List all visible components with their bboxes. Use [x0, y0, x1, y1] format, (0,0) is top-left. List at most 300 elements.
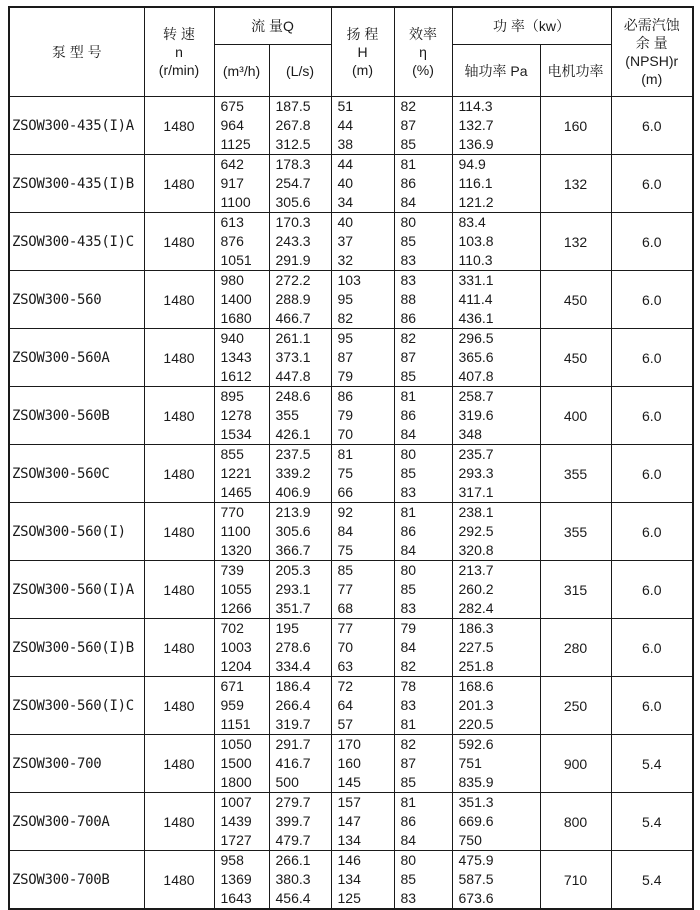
cell-eff	[394, 271, 452, 329]
cell-eff	[394, 619, 452, 677]
cell-flow-m3h-value: 1050	[220, 736, 252, 752]
cell-flow-ls	[269, 155, 331, 213]
cell-head	[331, 213, 394, 271]
cell-flow-ls-value: 248.6	[275, 388, 311, 404]
cell-shaft-power-value: 238.1	[458, 504, 494, 520]
header-power-shaft: 轴功率 Pa	[452, 45, 540, 97]
cell-flow-ls	[269, 735, 331, 793]
cell-eff-value: 83	[400, 697, 417, 713]
cell-flow-m3h-value: 1343	[220, 349, 252, 365]
cell-motor-power: 800	[540, 793, 611, 851]
cell-shaft-power-value: 94.9	[458, 156, 486, 172]
header-speed	[144, 7, 214, 97]
cell-shaft-power-value: 116.1	[458, 175, 493, 191]
cell-shaft-power-value: 168.6	[458, 678, 494, 694]
cell-head	[331, 793, 394, 851]
cell-eff-value: 80	[400, 214, 417, 230]
cell-flow-ls-value: 351.7	[275, 600, 311, 616]
cell-head-value: 84	[337, 523, 354, 539]
cell-model: ZSOW300-435(I)A	[9, 97, 144, 155]
cell-flow-m3h	[214, 329, 269, 387]
cell-eff-value: 85	[400, 136, 417, 152]
cell-flow-ls-value: 305.6	[275, 194, 311, 210]
cell-flow-m3h	[214, 213, 269, 271]
cell-flow-m3h	[214, 677, 269, 735]
cell-flow-ls	[269, 677, 331, 735]
cell-npsh: 6.0	[611, 271, 693, 329]
cell-eff-value: 85	[400, 233, 417, 249]
cell-flow-m3h	[214, 387, 269, 445]
cell-head-value: 125	[337, 890, 361, 906]
cell-flow-m3h	[214, 793, 269, 851]
cell-shaft-power-value: 260.2	[458, 581, 494, 597]
cell-flow-m3h-value: 1400	[220, 291, 252, 307]
cell-eff	[394, 155, 452, 213]
header-npsh	[611, 7, 693, 97]
cell-shaft-power-value: 320.8	[458, 542, 494, 558]
cell-flow-m3h-value: 1100	[220, 523, 251, 539]
cell-eff-value: 80	[400, 852, 417, 868]
cell-shaft-power-value: 296.5	[458, 330, 494, 346]
cell-npsh: 6.0	[611, 619, 693, 677]
cell-flow-ls	[269, 271, 331, 329]
cell-shaft-power-value: 407.8	[458, 368, 494, 384]
cell-head-value: 72	[337, 678, 354, 694]
cell-eff-value: 81	[400, 388, 417, 404]
cell-head-value: 79	[337, 368, 354, 384]
cell-shaft-power-value: 83.4	[458, 214, 486, 230]
cell-eff-value: 80	[400, 562, 417, 578]
cell-motor-power: 315	[540, 561, 611, 619]
cell-shaft-power	[452, 503, 540, 561]
cell-head-value: 37	[337, 233, 354, 249]
cell-flow-m3h-value: 980	[220, 272, 244, 288]
cell-head-value: 134	[337, 871, 361, 887]
cell-head-value: 64	[337, 697, 354, 713]
header-model: 泵 型 号	[9, 7, 144, 97]
cell-flow-ls-value: 380.3	[275, 871, 311, 887]
cell-shaft-power-value: 411.4	[458, 291, 493, 307]
cell-model: ZSOW300-560(I)C	[9, 677, 144, 735]
cell-speed: 1480	[144, 735, 214, 793]
cell-eff-value: 86	[400, 310, 417, 326]
cell-flow-ls-value: 339.2	[275, 465, 311, 481]
cell-flow-m3h	[214, 503, 269, 561]
cell-speed: 1480	[144, 213, 214, 271]
cell-head-value: 85	[337, 562, 354, 578]
cell-npsh: 6.0	[611, 503, 693, 561]
cell-eff-value: 84	[400, 639, 417, 655]
cell-motor-power: 355	[540, 445, 611, 503]
cell-head-value: 79	[337, 407, 354, 423]
cell-shaft-power-value: 114.3	[458, 98, 493, 114]
cell-flow-ls-value: 293.1	[275, 581, 311, 597]
cell-head	[331, 677, 394, 735]
cell-flow-m3h-value: 1007	[220, 794, 252, 810]
cell-head	[331, 387, 394, 445]
cell-flow-ls-value: 500	[275, 774, 299, 790]
header-power: 功 率（kw）	[452, 7, 611, 45]
cell-head-value: 77	[337, 581, 354, 597]
cell-eff-value: 83	[400, 890, 417, 906]
cell-shaft-power-value: 319.6	[458, 407, 494, 423]
cell-shaft-power-value: 475.9	[458, 852, 494, 868]
cell-flow-m3h-value: 1369	[220, 871, 252, 887]
cell-flow-ls	[269, 561, 331, 619]
cell-eff-value: 84	[400, 194, 417, 210]
cell-model: ZSOW300-560(I)B	[9, 619, 144, 677]
cell-flow-ls-value: 373.1	[275, 349, 311, 365]
table-row	[9, 793, 693, 851]
cell-shaft-power-value: 258.7	[458, 388, 494, 404]
cell-npsh: 6.0	[611, 387, 693, 445]
cell-eff-value: 84	[400, 426, 417, 442]
cell-head-value: 66	[337, 484, 354, 500]
cell-shaft-power	[452, 97, 540, 155]
cell-eff	[394, 735, 452, 793]
header-head-name: 扬 程	[346, 26, 379, 42]
cell-model: ZSOW300-560C	[9, 445, 144, 503]
cell-flow-ls-value: 288.9	[275, 291, 311, 307]
table-body	[9, 97, 693, 910]
cell-head-value: 82	[337, 310, 354, 326]
cell-flow-ls	[269, 445, 331, 503]
cell-eff-value: 85	[400, 368, 417, 384]
cell-head-value: 157	[337, 794, 361, 810]
cell-flow-m3h-value: 1003	[220, 639, 252, 655]
cell-shaft-power-value: 835.9	[458, 774, 494, 790]
cell-flow-ls-value: 213.9	[275, 504, 311, 520]
cell-shaft-power-value: 669.6	[458, 813, 494, 829]
cell-motor-power: 280	[540, 619, 611, 677]
cell-head	[331, 445, 394, 503]
cell-eff-value: 83	[400, 484, 417, 500]
cell-head-value: 86	[337, 388, 354, 404]
cell-eff-value: 82	[400, 736, 417, 752]
cell-npsh: 6.0	[611, 97, 693, 155]
cell-shaft-power	[452, 735, 540, 793]
cell-eff	[394, 445, 452, 503]
cell-head-value: 44	[337, 117, 354, 133]
cell-flow-m3h-value: 1800	[220, 774, 252, 790]
header-flow-ls: (L/s)	[269, 45, 331, 97]
cell-flow-ls-value: 170.3	[275, 214, 311, 230]
table-row	[9, 271, 693, 329]
cell-flow-ls-value: 291.7	[275, 736, 311, 752]
cell-flow-m3h-value: 1051	[220, 252, 252, 268]
cell-shaft-power-value: 351.3	[458, 794, 494, 810]
cell-shaft-power-value: 251.8	[458, 658, 494, 674]
cell-shaft-power-value: 331.1	[458, 272, 494, 288]
cell-model: ZSOW300-560(I)A	[9, 561, 144, 619]
cell-head-value: 95	[337, 330, 354, 346]
cell-speed: 1480	[144, 387, 214, 445]
cell-shaft-power-value: 436.1	[458, 310, 494, 326]
cell-head-value: 134	[337, 832, 361, 848]
cell-flow-ls-value: 305.6	[275, 523, 311, 539]
cell-eff	[394, 213, 452, 271]
cell-flow-ls-value: 186.4	[275, 678, 311, 694]
cell-flow-m3h	[214, 445, 269, 503]
cell-flow-ls-value: 266.4	[275, 697, 311, 713]
cell-head	[331, 503, 394, 561]
cell-shaft-power-value: 592.6	[458, 736, 494, 752]
cell-flow-ls-value: 447.8	[275, 368, 311, 384]
cell-head	[331, 851, 394, 910]
cell-flow-ls-value: 406.9	[275, 484, 311, 500]
table-row	[9, 677, 693, 735]
cell-model: ZSOW300-435(I)C	[9, 213, 144, 271]
cell-speed: 1480	[144, 155, 214, 213]
cell-head	[331, 271, 394, 329]
cell-eff	[394, 851, 452, 910]
cell-shaft-power-value: 292.5	[458, 523, 494, 539]
cell-motor-power: 450	[540, 271, 611, 329]
cell-head	[331, 561, 394, 619]
cell-flow-ls	[269, 387, 331, 445]
table-row	[9, 503, 693, 561]
cell-speed: 1480	[144, 445, 214, 503]
cell-flow-m3h-value: 642	[220, 156, 244, 172]
cell-shaft-power-value: 220.5	[458, 716, 494, 732]
cell-flow-ls-value: 466.7	[275, 310, 311, 326]
cell-flow-ls-value: 312.5	[275, 136, 311, 152]
cell-speed: 1480	[144, 503, 214, 561]
cell-eff-value: 78	[400, 678, 417, 694]
cell-eff	[394, 97, 452, 155]
cell-head-value: 70	[337, 639, 354, 655]
cell-shaft-power	[452, 445, 540, 503]
cell-motor-power: 250	[540, 677, 611, 735]
cell-eff	[394, 677, 452, 735]
cell-flow-ls	[269, 503, 331, 561]
cell-motor-power: 160	[540, 97, 611, 155]
cell-eff-value: 85	[400, 871, 417, 887]
cell-eff-value: 84	[400, 832, 417, 848]
cell-npsh: 5.4	[611, 735, 693, 793]
cell-eff-value: 83	[400, 272, 417, 288]
cell-head-value: 77	[337, 620, 354, 636]
header-npsh-unit: (m)	[641, 71, 663, 87]
cell-eff-value: 83	[400, 600, 417, 616]
spec-page	[8, 6, 692, 906]
cell-shaft-power-value: 282.4	[458, 600, 494, 616]
cell-flow-m3h-value: 1278	[220, 407, 252, 423]
cell-npsh: 6.0	[611, 561, 693, 619]
cell-flow-m3h-value: 702	[220, 620, 244, 636]
cell-flow-ls-value: 178.3	[275, 156, 311, 172]
cell-flow-ls	[269, 851, 331, 910]
cell-shaft-power	[452, 271, 540, 329]
header-speed-symbol: n	[175, 44, 183, 60]
table-row	[9, 387, 693, 445]
cell-flow-ls	[269, 793, 331, 851]
cell-eff-value: 84	[400, 542, 417, 558]
cell-eff-value: 86	[400, 175, 417, 191]
cell-flow-m3h-value: 1727	[220, 832, 252, 848]
cell-flow-m3h-value: 940	[220, 330, 244, 346]
cell-head	[331, 155, 394, 213]
cell-head-value: 32	[337, 252, 354, 268]
cell-model: ZSOW300-700	[9, 735, 144, 793]
cell-shaft-power-value: 227.5	[458, 639, 494, 655]
cell-flow-m3h-value: 1465	[220, 484, 252, 500]
cell-flow-m3h-value: 1151	[220, 716, 251, 732]
cell-flow-ls-value: 205.3	[275, 562, 311, 578]
header-npsh-line3: (NPSH)r	[625, 53, 679, 69]
cell-flow-m3h	[214, 155, 269, 213]
cell-head-value: 145	[337, 774, 361, 790]
cell-shaft-power-value: 201.3	[458, 697, 494, 713]
cell-head-value: 95	[337, 291, 354, 307]
cell-flow-m3h-value: 1204	[220, 658, 252, 674]
cell-speed: 1480	[144, 271, 214, 329]
cell-shaft-power-value: 751	[458, 755, 482, 771]
cell-speed: 1480	[144, 619, 214, 677]
header-power-motor: 电机功率	[540, 45, 611, 97]
cell-flow-ls	[269, 97, 331, 155]
cell-eff-value: 82	[400, 658, 417, 674]
cell-head-value: 44	[337, 156, 354, 172]
cell-flow-ls-value: 267.8	[275, 117, 311, 133]
cell-npsh: 5.4	[611, 851, 693, 910]
header-flow-m3h: (m³/h)	[214, 45, 269, 97]
cell-eff-value: 85	[400, 581, 417, 597]
cell-head-value: 75	[337, 465, 354, 481]
cell-motor-power: 900	[540, 735, 611, 793]
cell-head-value: 147	[337, 813, 361, 829]
cell-model: ZSOW300-700A	[9, 793, 144, 851]
cell-flow-ls-value: 237.5	[275, 446, 311, 462]
cell-shaft-power-value: 103.8	[458, 233, 494, 249]
cell-flow-ls-value: 399.7	[275, 813, 311, 829]
cell-shaft-power	[452, 329, 540, 387]
cell-shaft-power-value: 317.1	[458, 484, 494, 500]
cell-speed: 1480	[144, 97, 214, 155]
cell-shaft-power-value: 673.6	[458, 890, 494, 906]
cell-flow-m3h-value: 770	[220, 504, 244, 520]
cell-flow-ls-value: 243.3	[275, 233, 311, 249]
cell-shaft-power	[452, 213, 540, 271]
cell-shaft-power	[452, 851, 540, 910]
cell-eff	[394, 329, 452, 387]
cell-model: ZSOW300-560(I)	[9, 503, 144, 561]
header-head-symbol: H	[357, 44, 368, 60]
cell-model: ZSOW300-560B	[9, 387, 144, 445]
cell-head	[331, 97, 394, 155]
cell-flow-ls-value: 272.2	[275, 272, 311, 288]
table-row	[9, 851, 693, 910]
cell-shaft-power	[452, 619, 540, 677]
cell-eff-value: 82	[400, 330, 417, 346]
table-row	[9, 619, 693, 677]
cell-flow-ls-value: 291.9	[275, 252, 311, 268]
cell-flow-m3h-value: 1500	[220, 755, 252, 771]
cell-flow-m3h-value: 1055	[220, 581, 252, 597]
cell-eff-value: 85	[400, 465, 417, 481]
cell-head-value: 51	[337, 98, 354, 114]
header-head	[331, 7, 394, 97]
table-row	[9, 561, 693, 619]
cell-flow-m3h-value: 1125	[220, 136, 251, 152]
cell-head-value: 40	[337, 175, 354, 191]
cell-flow-m3h	[214, 619, 269, 677]
cell-eff-value: 81	[400, 156, 417, 172]
cell-head-value: 40	[337, 214, 354, 230]
cell-flow-m3h-value: 964	[220, 117, 244, 133]
cell-head-value: 70	[337, 426, 354, 442]
cell-flow-ls-value: 355	[275, 407, 299, 423]
cell-motor-power: 400	[540, 387, 611, 445]
cell-npsh: 5.4	[611, 793, 693, 851]
cell-npsh: 6.0	[611, 445, 693, 503]
cell-shaft-power-value: 750	[458, 832, 482, 848]
cell-eff-value: 86	[400, 813, 417, 829]
cell-flow-m3h-value: 959	[220, 697, 244, 713]
cell-flow-m3h-value: 1612	[220, 368, 252, 384]
cell-flow-m3h-value: 895	[220, 388, 244, 404]
cell-flow-m3h-value: 1320	[220, 542, 252, 558]
cell-head-value: 63	[337, 658, 354, 674]
header-npsh-line1: 必需汽蚀	[623, 17, 680, 33]
cell-eff-value: 88	[400, 291, 417, 307]
cell-shaft-power-value: 235.7	[458, 446, 494, 462]
cell-shaft-power-value: 121.2	[458, 194, 494, 210]
cell-flow-ls-value: 456.4	[275, 890, 311, 906]
cell-speed: 1480	[144, 851, 214, 910]
cell-eff-value: 86	[400, 523, 417, 539]
cell-flow-ls	[269, 213, 331, 271]
cell-npsh: 6.0	[611, 155, 693, 213]
cell-head	[331, 735, 394, 793]
cell-eff	[394, 561, 452, 619]
cell-shaft-power	[452, 387, 540, 445]
cell-flow-m3h	[214, 97, 269, 155]
cell-shaft-power	[452, 793, 540, 851]
cell-flow-m3h	[214, 851, 269, 910]
cell-shaft-power-value: 587.5	[458, 871, 494, 887]
cell-flow-m3h-value: 917	[220, 175, 244, 191]
cell-flow-ls-value: 254.7	[275, 175, 311, 191]
cell-flow-ls	[269, 619, 331, 677]
cell-head-value: 68	[337, 600, 354, 616]
cell-head-value: 57	[337, 716, 354, 732]
header-speed-unit: (r/min)	[158, 62, 200, 78]
cell-head	[331, 329, 394, 387]
cell-npsh: 6.0	[611, 213, 693, 271]
cell-motor-power: 132	[540, 213, 611, 271]
cell-model: ZSOW300-560	[9, 271, 144, 329]
table-row	[9, 213, 693, 271]
cell-flow-m3h-value: 958	[220, 852, 244, 868]
cell-eff-value: 80	[400, 446, 417, 462]
cell-model: ZSOW300-560A	[9, 329, 144, 387]
cell-flow-ls-value: 479.7	[275, 832, 311, 848]
cell-flow-ls-value: 279.7	[275, 794, 311, 810]
cell-speed: 1480	[144, 793, 214, 851]
cell-eff-value: 87	[400, 117, 417, 133]
cell-flow-m3h-value: 671	[220, 678, 244, 694]
cell-flow-ls-value: 195	[275, 620, 299, 636]
cell-head-value: 146	[337, 852, 361, 868]
cell-shaft-power-value: 186.3	[458, 620, 494, 636]
cell-flow-m3h-value: 1100	[220, 194, 251, 210]
cell-eff-value: 79	[400, 620, 417, 636]
table-row	[9, 445, 693, 503]
cell-head-value: 34	[337, 194, 354, 210]
cell-speed: 1480	[144, 677, 214, 735]
cell-flow-m3h-value: 739	[220, 562, 244, 578]
